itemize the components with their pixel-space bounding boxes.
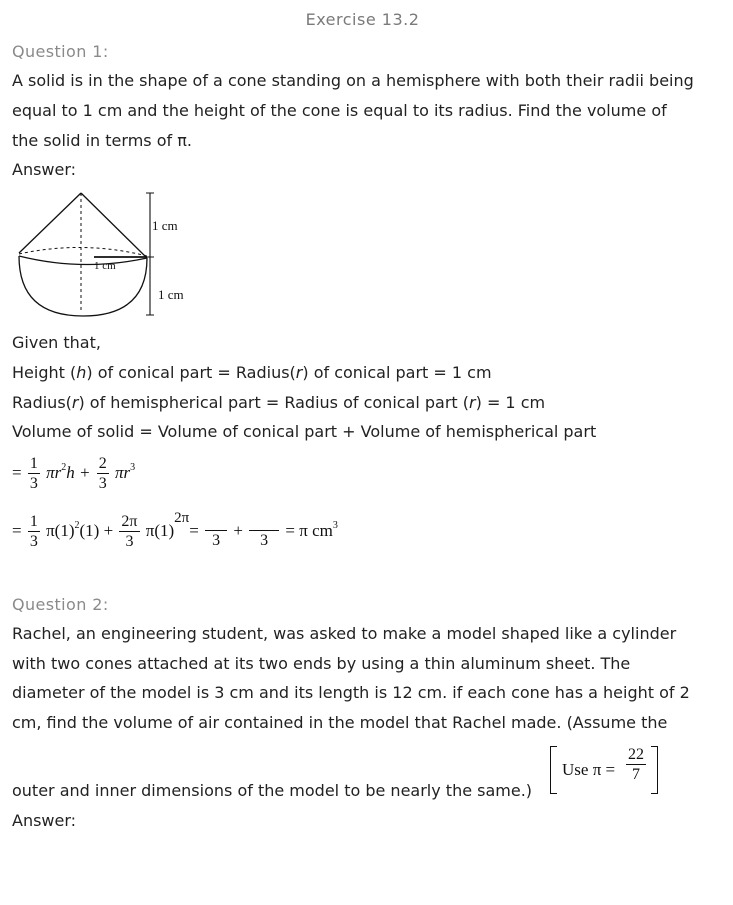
question-1-text-line-2: equal to 1 cm and the height of the cone is equal to its radius. Find the volume of [12, 101, 667, 120]
question-1-text-line-1: A solid is in the shape of a cone standing on a hemisphere with both their radii being [12, 71, 694, 90]
question-2-text-line-2: with two cones attached at its two ends by using a thin aluminum sheet. The [12, 654, 631, 673]
volume-formula-equation: = $\frac{1}{3}$ $\pi r^2h$ + $\frac{2}{3}$ $\pi r^3$ [12, 455, 136, 492]
question-2-heading: Question 2: [12, 595, 109, 614]
question-2-text-line-3: diameter of the model is 3 cm and its length is 12 cm. if each cone has a height of 2 [12, 683, 690, 702]
volume-statement: Volume of solid = Volume of conical part + Volume of hemispherical part [12, 422, 597, 441]
cone-hemisphere-figure [14, 188, 204, 323]
figure-top-height-label: 1 cm [152, 218, 178, 233]
question-2-text-line-5: outer and inner dimensions of the model to be nearly the same.) [12, 781, 533, 800]
exercise-title: Exercise 13.2 [305, 10, 420, 29]
question-1-text-line-3: the solid in terms of π. [12, 131, 192, 150]
use-pi-note: Use π = $\frac{22}{7}$ [550, 746, 658, 794]
height-statement: Height (h) of conical part = Radius(r) of conical part = 1 cm [12, 363, 492, 382]
question-2-text-line-1: Rachel, an engineering student, was asked to make a model shaped like a cylinder [12, 624, 677, 643]
question-1-heading: Question 1: [12, 42, 109, 61]
question-1-answer-label: Answer: [12, 160, 77, 179]
question-2-answer-label: Answer: [12, 811, 77, 830]
radius-statement: Radius(r) of hemispherical part = Radius of conical part (r) = 1 cm [12, 393, 546, 412]
figure-bottom-radius-label: 1 cm [158, 287, 184, 302]
question-2-text-line-4: cm, find the volume of air contained in the model that Rachel made. (Assume the [12, 713, 668, 732]
figure-radius-label: 1 cm [94, 260, 116, 272]
volume-substitution-equation: = $\frac{1}{3}$ $\pi(1)^2(1)$ + $\frac{2\pi}{3}$ π(1)2π= 3 + 3 = π $cm^3$ [12, 510, 338, 551]
given-label: Given that, [12, 333, 101, 352]
